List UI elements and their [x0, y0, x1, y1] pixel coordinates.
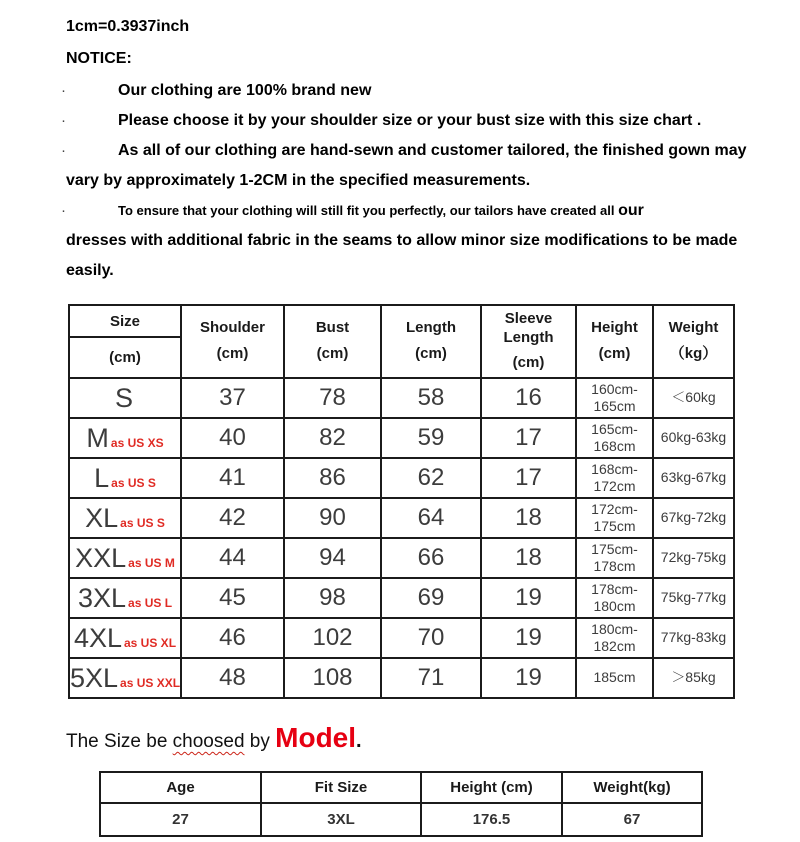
- cell-sleeve: 17: [481, 418, 576, 458]
- size-value: M: [86, 422, 109, 453]
- col-header-shoulder: [181, 305, 284, 378]
- cell-shoulder: 45: [181, 578, 284, 618]
- size-value-wrap: [94, 463, 156, 494]
- cell-weight: ＜60kg: [653, 378, 734, 418]
- cell-length: 64: [381, 498, 481, 538]
- cell-shoulder: 42: [181, 498, 284, 538]
- size-value: L: [94, 462, 110, 493]
- cell-sleeve: 19: [481, 658, 576, 698]
- cell-length: 71: [381, 658, 481, 698]
- model-col-age: Age: [100, 772, 261, 803]
- model-title-highlight: Model: [275, 722, 357, 753]
- cell-weight: 75kg-77kg: [653, 578, 734, 618]
- bullet-icon: ·: [61, 202, 66, 219]
- size-value-wrap: [75, 543, 175, 574]
- cell-weight: 63kg-67kg: [653, 458, 734, 498]
- col-header-unit: (cm): [512, 354, 545, 372]
- col-header-label: Height: [591, 319, 638, 337]
- model-weight-value: 67: [562, 803, 702, 836]
- size-row-5xl: [69, 658, 734, 698]
- cell-shoulder: 46: [181, 618, 284, 658]
- size-chart-table: [68, 304, 735, 699]
- cell-sleeve: 18: [481, 538, 576, 578]
- col-header-label: Length: [406, 319, 456, 337]
- model-col-height: Height (cm): [421, 772, 562, 803]
- cell-weight: 77kg-83kg: [653, 618, 734, 658]
- cell-shoulder: 41: [181, 458, 284, 498]
- notice-item-tailor-note: [61, 196, 758, 226]
- col-header-height: [576, 305, 653, 378]
- size-row-3xl: [69, 578, 734, 618]
- size-row-l: [69, 458, 734, 498]
- cell-length: 58: [381, 378, 481, 418]
- col-header-label: Weight: [668, 319, 719, 337]
- us-size-label: as US XXL: [120, 676, 181, 690]
- tailor-note-our: our: [618, 202, 644, 219]
- size-value-wrap: [85, 503, 165, 534]
- size-value-wrap: [78, 583, 172, 614]
- us-size-label: as US M: [128, 556, 175, 570]
- notice-item-hand-sewn: [61, 136, 758, 196]
- bullet-icon: ·: [61, 82, 66, 99]
- cell-height: 165cm-168cm: [576, 418, 653, 458]
- cell-size: [69, 498, 181, 538]
- conversion-note: 1cm=0.3937inch: [66, 18, 190, 35]
- cell-size: [69, 618, 181, 658]
- cell-bust: 102: [284, 618, 381, 658]
- col-header-weight: [653, 305, 734, 378]
- cell-bust: 108: [284, 658, 381, 698]
- col-header-unit: (cm): [109, 349, 141, 366]
- size-value-wrap: [86, 423, 163, 454]
- cell-weight: 60kg-63kg: [653, 418, 734, 458]
- cell-length: 70: [381, 618, 481, 658]
- cell-length: 59: [381, 418, 481, 458]
- col-header-label: Bust: [315, 319, 350, 337]
- cell-size: [69, 658, 181, 698]
- size-row-xl: [69, 498, 734, 538]
- tailor-note-line1: [118, 202, 644, 219]
- bullet-icon: ·: [61, 112, 66, 129]
- cell-shoulder: 48: [181, 658, 284, 698]
- model-col-weight: Weight(kg): [562, 772, 702, 803]
- cell-shoulder: 44: [181, 538, 284, 578]
- cell-bust: 78: [284, 378, 381, 418]
- cell-sleeve: 17: [481, 458, 576, 498]
- model-col-fit-size: Fit Size: [261, 772, 421, 803]
- size-value-wrap: [115, 383, 135, 414]
- col-header-unit: (cm): [598, 345, 631, 362]
- model-title-prefix: The Size be: [66, 731, 173, 752]
- cell-size: [69, 538, 181, 578]
- col-header-unit: (cm): [415, 345, 447, 362]
- model-info-table: [99, 771, 703, 837]
- cell-size: [69, 578, 181, 618]
- cell-size: [69, 418, 181, 458]
- cell-bust: 94: [284, 538, 381, 578]
- size-value: 4XL: [73, 622, 122, 653]
- notice-heading: NOTICE:: [66, 50, 132, 67]
- model-table-value-row: [100, 803, 702, 836]
- col-header-unit: (cm): [316, 345, 349, 362]
- size-table-header-row: [69, 305, 734, 378]
- cell-sleeve: 18: [481, 498, 576, 538]
- cell-bust: 98: [284, 578, 381, 618]
- tailor-note-rest: dresses with additional fabric in the seams to allow minor size modifications to be made easily.: [66, 232, 738, 279]
- us-size-label: as US L: [128, 596, 173, 610]
- cell-length: 62: [381, 458, 481, 498]
- cell-height: 172cm-175cm: [576, 498, 653, 538]
- cell-height: 168cm-172cm: [576, 458, 653, 498]
- model-title-mid: by: [244, 731, 276, 752]
- col-header-unit: （kg）: [669, 345, 718, 362]
- model-section-title: [66, 721, 750, 759]
- col-header-size: [69, 305, 181, 378]
- cell-bust: 82: [284, 418, 381, 458]
- col-header-unit: (cm): [216, 345, 249, 362]
- model-age-value: 27: [100, 803, 261, 836]
- notice-item-brand-new: [61, 76, 758, 106]
- model-table-header-row: [100, 772, 702, 803]
- cell-weight: ＞85kg: [653, 658, 734, 698]
- size-value: 3XL: [77, 582, 127, 613]
- col-header-label: Sleeve Length: [503, 309, 554, 346]
- cell-size: [69, 378, 181, 418]
- cell-bust: 90: [284, 498, 381, 538]
- size-value: XL: [85, 502, 119, 533]
- model-title-choosed: choosed: [172, 731, 245, 752]
- cell-sleeve: 19: [481, 578, 576, 618]
- notice-item-choose-size: [61, 106, 758, 136]
- size-row-s: [69, 378, 734, 418]
- cell-shoulder: 37: [181, 378, 284, 418]
- cell-sleeve: 19: [481, 618, 576, 658]
- us-size-label: as US XL: [124, 636, 177, 650]
- col-header-label: Size: [70, 306, 180, 338]
- bullet-icon: ·: [61, 142, 66, 159]
- tailor-note-small-text: To ensure that your clothing will still fit you perfectly, our tailors have created all: [118, 203, 619, 218]
- us-size-label: as US S: [120, 516, 165, 530]
- size-row-xxl: [69, 538, 734, 578]
- col-header-sleeve-length: [481, 305, 576, 378]
- model-title-period: .: [356, 730, 362, 752]
- model-fit-size-value: 3XL: [261, 803, 421, 836]
- cell-size: [69, 458, 181, 498]
- size-row-4xl: [69, 618, 734, 658]
- col-header-length: [381, 305, 481, 378]
- size-value-wrap: [74, 623, 176, 654]
- size-value: XXL: [75, 542, 127, 573]
- us-size-label: as US S: [111, 476, 156, 490]
- cell-weight: 72kg-75kg: [653, 538, 734, 578]
- size-value: 5XL: [70, 662, 119, 693]
- cell-height: 178cm-180cm: [576, 578, 653, 618]
- us-size-label: as US XS: [110, 436, 164, 450]
- cell-height: 175cm-178cm: [576, 538, 653, 578]
- cell-length: 69: [381, 578, 481, 618]
- cell-length: 66: [381, 538, 481, 578]
- notice-text: Our clothing are 100% brand new: [118, 82, 372, 99]
- cell-weight: 67kg-72kg: [653, 498, 734, 538]
- col-header-label: Shoulder: [199, 319, 265, 337]
- notice-text: Please choose it by your shoulder size or your bust size with this size chart .: [118, 112, 702, 129]
- size-value: S: [114, 382, 133, 413]
- cell-shoulder: 40: [181, 418, 284, 458]
- model-height-value: 176.5: [421, 803, 562, 836]
- cell-height: 180cm-182cm: [576, 618, 653, 658]
- cell-height: 160cm-165cm: [576, 378, 653, 418]
- cell-height: 185cm: [576, 658, 653, 698]
- col-header-bust: [284, 305, 381, 378]
- cell-sleeve: 16: [481, 378, 576, 418]
- size-row-m: [69, 418, 734, 458]
- size-value-wrap: [70, 663, 180, 694]
- cell-bust: 86: [284, 458, 381, 498]
- notice-text: As all of our clothing are hand-sewn and customer tailored, the finished gown may vary by approximately 1-2CM in the specified measurements.: [66, 142, 747, 189]
